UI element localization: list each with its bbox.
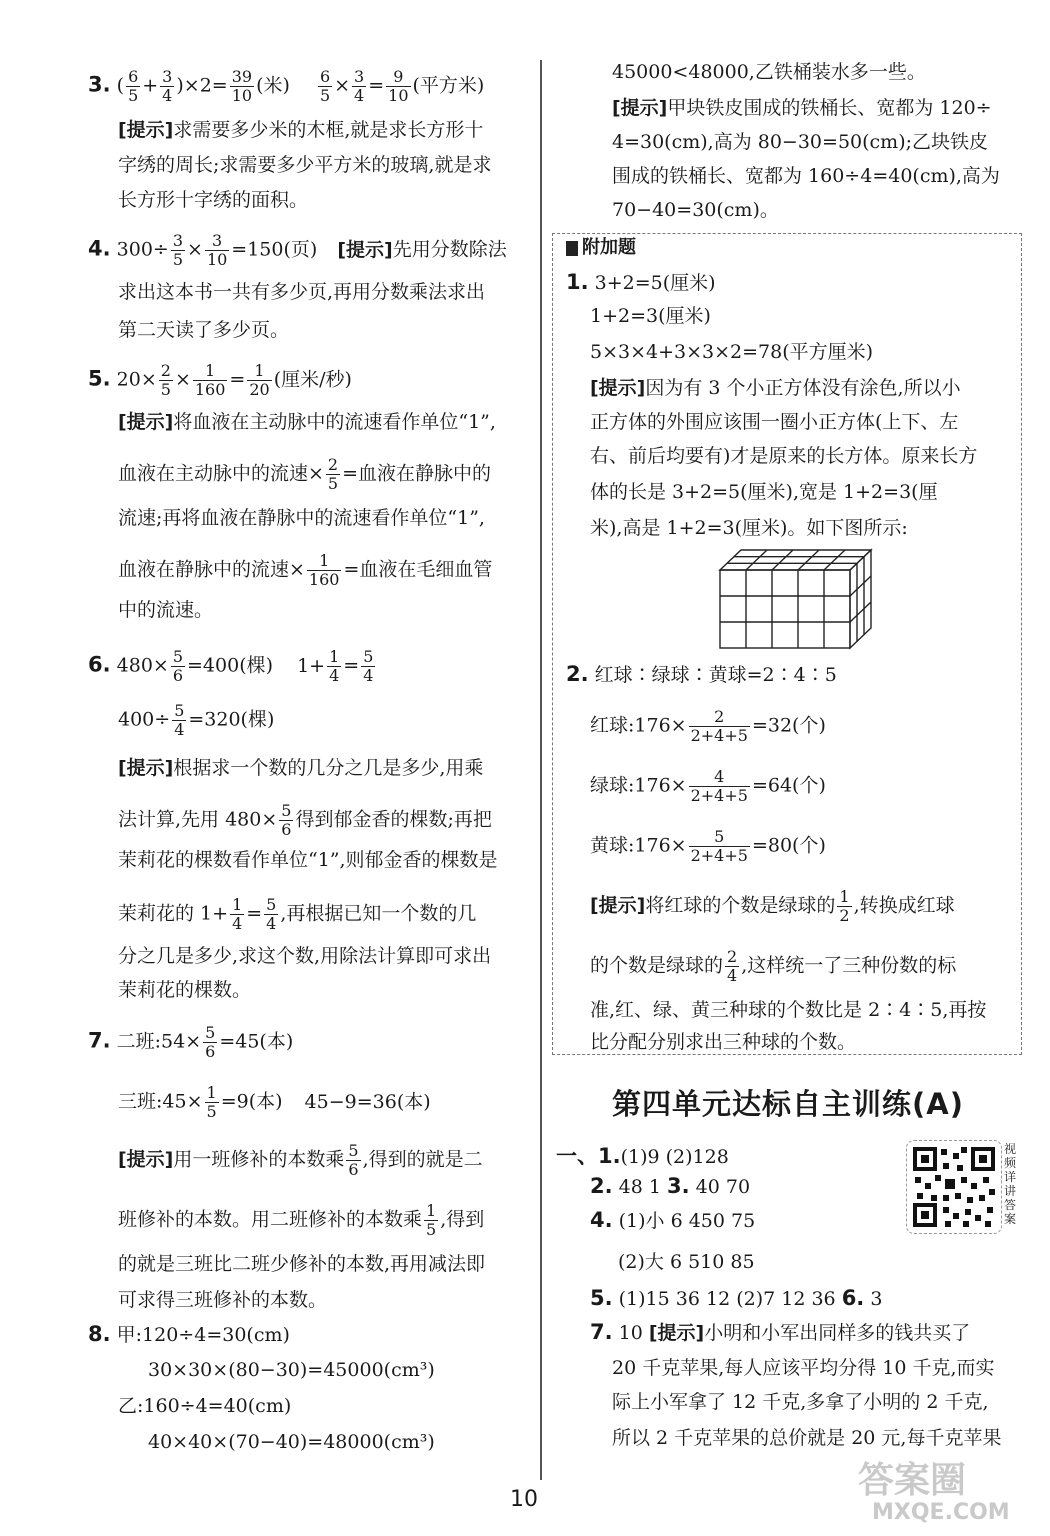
denominator: 4 — [727, 966, 738, 985]
expr-text: 甲:120÷4=30(cm) — [116, 1324, 290, 1346]
hint-tag: [提示] — [612, 97, 668, 119]
operator: + — [142, 74, 159, 97]
numerator: 9 — [386, 68, 410, 87]
hint-tag: [提示] — [590, 377, 646, 399]
numerator: 5 — [281, 801, 292, 820]
question-number: 1. — [566, 270, 589, 294]
q5-hint-line: 流速;再将血液在静脉中的流速看作单位“1”, — [118, 507, 485, 529]
denominator: 4 — [363, 666, 374, 685]
denominator: 2 — [839, 906, 850, 925]
q8-line — [88, 1322, 290, 1347]
expr-text: 40 70 — [695, 1176, 751, 1198]
qr-caption: 视频详讲答案 — [1004, 1142, 1017, 1226]
q3-hint-line: 长方形十字绣的面积。 — [118, 189, 309, 211]
numerator: 5 — [174, 701, 185, 720]
operator: = — [246, 902, 263, 925]
hint-text: 法计算,先用 480× — [118, 808, 278, 831]
operator: × — [187, 238, 203, 261]
fraction — [171, 232, 185, 269]
additional-problems-title — [566, 233, 636, 259]
q3-equation — [88, 68, 484, 105]
numerator: 3 — [172, 231, 184, 250]
hint-tag: [提示] — [648, 1322, 705, 1344]
numerator: 6 — [128, 67, 139, 86]
expr-text: (1)9 (2)128 — [620, 1146, 729, 1168]
operator: = — [368, 74, 385, 97]
hint-text: =血液在静脉中的 — [342, 462, 492, 485]
fraction — [171, 648, 185, 685]
q6-hint-line: 茉莉花的棵数。 — [118, 979, 252, 1001]
r-hint-line — [612, 96, 992, 120]
question-number: 8. — [88, 1322, 111, 1346]
question-number: 6. — [88, 652, 111, 677]
hint-tag: [提示] — [118, 411, 174, 433]
denominator: 2+4+5 — [690, 846, 748, 865]
r-line: 45000<48000,乙铁桶装水多一些。 — [612, 61, 926, 83]
hint-text: ,这样统一了三种份数的标 — [741, 954, 957, 977]
s7-hint-line: 际上小军拿了 12 千克,多拿了小明的 2 千克, — [612, 1391, 989, 1413]
hint-text: 将红球的个数是绿球的 — [645, 894, 836, 917]
fraction — [424, 1202, 438, 1239]
question-number: 2. — [566, 662, 589, 686]
fraction — [203, 1024, 217, 1061]
numerator: 1 — [193, 362, 228, 381]
hint-tag: [提示] — [337, 238, 393, 261]
denominator: 2+4+5 — [690, 726, 748, 745]
fraction — [361, 648, 375, 685]
page-number: 10 — [510, 1487, 538, 1512]
unit: (厘米/秒) — [273, 368, 352, 391]
denominator: 4 — [329, 666, 340, 685]
fraction — [318, 68, 332, 105]
q5-hint-line: 中的流速。 — [118, 599, 214, 621]
question-number: 7. — [590, 1320, 613, 1344]
q3-hint-line — [118, 118, 483, 142]
a1-hint-line: 右、前后均要有)才是原来的长方体。原来长方 — [590, 445, 978, 467]
a2-hint-line: 比分配分别求出三种球的个数。 — [590, 1031, 857, 1053]
title-text: 附加题 — [582, 237, 636, 258]
a1-hint-line: 正方体的外围应该围一圈小正方体(上下、左 — [590, 411, 959, 433]
fraction — [326, 456, 340, 493]
hint-text: 血液在主动脉中的流速× — [118, 462, 324, 485]
expr-text: 400÷ — [118, 708, 171, 731]
expr-text: 45−9=36(本) — [304, 1090, 431, 1113]
denominator: 20 — [249, 380, 270, 399]
r-hint-line: 围成的铁桶长、宽都为 160÷4=40(cm),高为 — [612, 165, 1000, 187]
fraction — [230, 896, 244, 933]
q3-hint-line: 字绣的周长;求需要多少平方米的玻璃,就是求 — [118, 154, 492, 176]
denominator: 6 — [172, 666, 184, 685]
expr-text: 3 — [870, 1288, 883, 1310]
numerator: 2 — [327, 455, 339, 474]
numerator: 1 — [307, 552, 342, 571]
q8-line: 乙:160÷4=40(cm) — [118, 1395, 292, 1417]
r-hint-line: 4=30(cm),高为 80−30=50(cm);乙块铁皮 — [612, 131, 989, 153]
denominator: 2+4+5 — [690, 786, 748, 805]
q8-line: 40×40×(70−40)=48000(cm³) — [148, 1431, 435, 1453]
numerator: 5 — [205, 1023, 216, 1042]
numerator: 3 — [162, 67, 173, 86]
fraction — [205, 1084, 219, 1121]
numerator: 2 — [727, 947, 738, 966]
q7-hint-line — [118, 1142, 483, 1179]
a2-hint-line — [590, 888, 955, 925]
denominator: 10 — [388, 86, 409, 105]
q4-hint-line: 第二天读了多少页。 — [118, 319, 290, 341]
question-number: 2. — [590, 1174, 613, 1198]
fraction — [725, 948, 739, 985]
expr-text: )×2= — [176, 74, 228, 97]
hint-text: 将血液在主动脉中的流速看作单位“1”, — [173, 411, 496, 433]
q6-hint-line: 分之几是多少,求这个数,用除法计算即可求出 — [118, 945, 492, 967]
question-number: 3. — [88, 72, 111, 97]
numerator: 1 — [426, 1201, 437, 1220]
expr-text: =64(个) — [751, 774, 826, 797]
numerator: 1 — [839, 887, 850, 906]
q7-hint-line: 的就是三班比二班少修补的本数,再用减法即 — [118, 1253, 486, 1275]
question-number: 3. — [667, 1174, 690, 1198]
q5-hint-line — [118, 552, 492, 589]
s5-s6-line — [590, 1286, 882, 1311]
hint-text: 先用分数除法 — [392, 238, 507, 261]
question-number: 7. — [88, 1028, 111, 1053]
s4-line — [590, 1208, 755, 1233]
q5-hint-line — [118, 456, 491, 493]
a2-hint-line — [590, 948, 956, 985]
fraction — [160, 68, 174, 105]
q6-hint-line — [118, 756, 483, 780]
expr-text: 20× — [116, 368, 157, 391]
question-number: 1. — [598, 1144, 621, 1168]
front-face — [720, 570, 850, 648]
numerator: 1 — [206, 1083, 217, 1102]
denominator: 10 — [206, 250, 228, 269]
fraction — [264, 896, 278, 933]
hint-text: 血液在静脉中的流速× — [118, 558, 305, 581]
expr-text: 三班:45× — [118, 1090, 203, 1113]
denominator: 160 — [308, 570, 340, 589]
denominator: 4 — [354, 86, 365, 105]
operator: = — [229, 368, 246, 391]
s2-s3-line — [590, 1174, 750, 1199]
denominator: 160 — [194, 380, 226, 399]
fraction — [352, 68, 366, 105]
fraction — [279, 802, 293, 839]
expr-text: =150(页) — [231, 238, 318, 261]
numerator: 4 — [689, 768, 750, 787]
hint-tag: [提示] — [118, 119, 174, 141]
side-face — [850, 550, 871, 648]
operator: × — [334, 74, 351, 97]
a1-hint-line: 体的长是 3+2=5(厘米),宽是 1+2=3(厘 — [590, 481, 938, 503]
fraction — [159, 362, 173, 399]
a2-red-line — [590, 708, 826, 745]
a2-green-line — [590, 768, 826, 805]
hint-tag: [提示] — [590, 894, 646, 917]
fraction — [327, 648, 341, 685]
q7-hint-line — [118, 1202, 484, 1239]
q6-hint-line — [118, 896, 476, 933]
denominator: 4 — [232, 914, 243, 933]
qr-code[interactable] — [906, 1140, 1002, 1234]
expr-text: 红球∶绿球∶黄球=2∶4∶5 — [594, 664, 837, 686]
q6-hint-line: 茉莉花的棵数看作单位“1”,则郁金香的棵数是 — [118, 849, 498, 871]
q4-equation — [88, 232, 507, 269]
hint-text: 茉莉花的 1+ — [118, 902, 229, 925]
expr-text: =80(个) — [751, 834, 826, 857]
column-divider — [540, 60, 542, 1480]
unit-title: 第四单元达标自主训练(A) — [612, 1087, 964, 1121]
cuboid-diagram — [716, 548, 876, 650]
hint-text: 因为有 3 个小正方体没有涂色,所以小 — [645, 377, 961, 399]
hint-text: 班修补的本数。用二班修补的本数乘 — [118, 1208, 423, 1231]
numerator: 39 — [231, 67, 253, 86]
hint-tag: [提示] — [118, 1148, 174, 1171]
hint-text: ,得到的就是二 — [362, 1148, 483, 1171]
a1-line — [566, 270, 716, 295]
title-marker-icon — [566, 241, 578, 256]
numerator: 1 — [329, 647, 340, 666]
expr-text: (1)15 36 12 (2)7 12 36 — [618, 1288, 836, 1310]
question-number: 4. — [590, 1208, 613, 1232]
fraction — [386, 68, 410, 105]
hint-text: 求需要多少米的木框,就是求长方形十 — [173, 119, 484, 141]
expr-text: 1+ — [297, 654, 326, 677]
s7-hint-line: 20 千克苹果,每人应该平均分得 10 千克,而实 — [612, 1357, 995, 1379]
q7-equation-2 — [118, 1084, 431, 1121]
hint-text: ,转换成红球 — [853, 894, 955, 917]
expr-text: =32(个) — [751, 714, 826, 737]
numerator: 5 — [689, 828, 750, 847]
question-number: 4. — [88, 236, 111, 261]
expr-text: 48 1 — [618, 1176, 661, 1198]
q4-hint-line: 求出这本书一共有多少页,再用分数乘法求出 — [118, 281, 486, 303]
fraction — [247, 362, 271, 399]
numerator: 3 — [354, 67, 365, 86]
fraction — [346, 1142, 360, 1179]
q6-hint-line — [118, 802, 492, 839]
hint-text: ,得到 — [440, 1208, 485, 1231]
question-number: 6. — [841, 1286, 865, 1310]
expr-text: =320(棵) — [188, 708, 275, 731]
fraction — [193, 362, 228, 399]
watermark-url: MXQE.COM — [872, 1500, 1010, 1525]
expr-text: 二班:54× — [116, 1030, 202, 1053]
unit: (平方米) — [412, 74, 485, 97]
numerator: 1 — [232, 895, 243, 914]
fraction — [172, 702, 186, 739]
denominator: 6 — [281, 820, 292, 839]
r-hint-line: 70−40=30(cm)。 — [612, 199, 779, 221]
s1-line — [556, 1144, 729, 1169]
denominator: 5 — [172, 250, 184, 269]
denominator: 5 — [160, 380, 171, 399]
q6-equation — [88, 648, 377, 685]
expr-text: =9(本) — [220, 1090, 283, 1113]
denominator: 5 — [128, 86, 139, 105]
denominator: 4 — [174, 720, 185, 739]
denominator: 5 — [327, 474, 339, 493]
hint-text: =血液在毛细血管 — [343, 558, 493, 581]
fraction — [689, 708, 750, 745]
top-face — [720, 550, 871, 570]
a1-line: 1+2=3(厘米) — [590, 305, 711, 327]
denominator: 4 — [162, 86, 173, 105]
expr-text: =400(棵) — [187, 654, 274, 677]
expr-text: 480× — [116, 654, 169, 677]
denominator: 6 — [205, 1042, 216, 1061]
fraction — [689, 768, 750, 805]
hint-text: 的个数是绿球的 — [590, 954, 724, 977]
question-number: 5. — [88, 366, 111, 391]
denominator: 5 — [426, 1220, 437, 1239]
a1-line: 5×3×4+3×3×2=78(平方厘米) — [590, 341, 874, 363]
fraction — [837, 888, 851, 925]
paren: ( — [116, 74, 125, 97]
hint-text: 甲块铁皮围成的铁桶长、宽都为 120÷ — [667, 97, 992, 119]
a2-yellow-line — [590, 828, 826, 865]
unit: (米) — [256, 74, 290, 97]
hint-text: 用一班修补的本数乘 — [173, 1148, 345, 1171]
q5-equation — [88, 362, 352, 399]
hint-text: 根据求一个数的几分之几是多少,用乘 — [173, 757, 484, 779]
numerator: 5 — [348, 1141, 359, 1160]
expr-text: =45(本) — [219, 1030, 294, 1053]
a1-hint-line: 米),高是 1+2=3(厘米)。如下图所示: — [590, 517, 908, 539]
denominator: 5 — [206, 1102, 217, 1121]
numerator: 1 — [247, 362, 271, 381]
a1-hint-line — [590, 376, 961, 400]
expr-text: 10 — [618, 1322, 643, 1344]
fraction — [205, 232, 229, 269]
numerator: 3 — [205, 232, 229, 251]
a2-hint-line: 准,红、绿、黄三种球的个数比是 2∶4∶5,再按 — [590, 999, 987, 1021]
numerator: 2 — [160, 361, 171, 380]
hint-text: ,再根据已知一个数的几 — [280, 902, 477, 925]
expr-text: 绿球:176× — [590, 774, 687, 797]
expr-text: 300÷ — [116, 238, 169, 261]
expr-text: (1)小 6 450 75 — [618, 1210, 756, 1232]
numerator: 5 — [172, 647, 184, 666]
denominator: 10 — [231, 86, 253, 105]
q7-hint-line: 可求得三班修补的本数。 — [118, 1289, 328, 1311]
numerator: 5 — [363, 647, 374, 666]
s4-line-2: (2)大 6 510 85 — [618, 1251, 755, 1273]
expr-text: 3+2=5(厘米) — [594, 272, 716, 294]
operator: × — [174, 368, 191, 391]
q5-hint-line — [118, 410, 496, 434]
denominator: 5 — [319, 86, 331, 105]
section-number: 一、 — [556, 1144, 598, 1168]
q8-line: 30×30×(80−30)=45000(cm³) — [148, 1359, 435, 1381]
s7-hint-line: 所以 2 千克苹果的总价就是 20 元,每千克苹果 — [612, 1427, 1002, 1449]
s7-line — [590, 1320, 970, 1345]
qr-code-icon — [909, 1143, 999, 1231]
expr-text: 红球:176× — [590, 714, 687, 737]
fraction — [307, 552, 342, 589]
a2-line — [566, 662, 837, 687]
denominator: 4 — [266, 914, 277, 933]
hint-text: 得到郁金香的棵数;再把 — [295, 808, 492, 831]
denominator: 6 — [348, 1160, 359, 1179]
question-number: 5. — [590, 1286, 613, 1310]
fraction — [689, 828, 750, 865]
numerator: 5 — [266, 895, 277, 914]
numerator: 2 — [689, 708, 750, 727]
hint-text: 小明和小军出同样多的钱共买了 — [704, 1322, 971, 1344]
hint-tag: [提示] — [118, 757, 174, 779]
watermark-logo: 答案圈 — [858, 1460, 967, 1501]
q6-equation-2 — [118, 702, 274, 739]
expr-text: 黄球:176× — [590, 834, 687, 857]
q7-equation — [88, 1024, 293, 1061]
operator: = — [343, 654, 360, 677]
numerator: 6 — [319, 67, 331, 86]
fraction — [126, 68, 140, 105]
fraction — [230, 68, 254, 105]
